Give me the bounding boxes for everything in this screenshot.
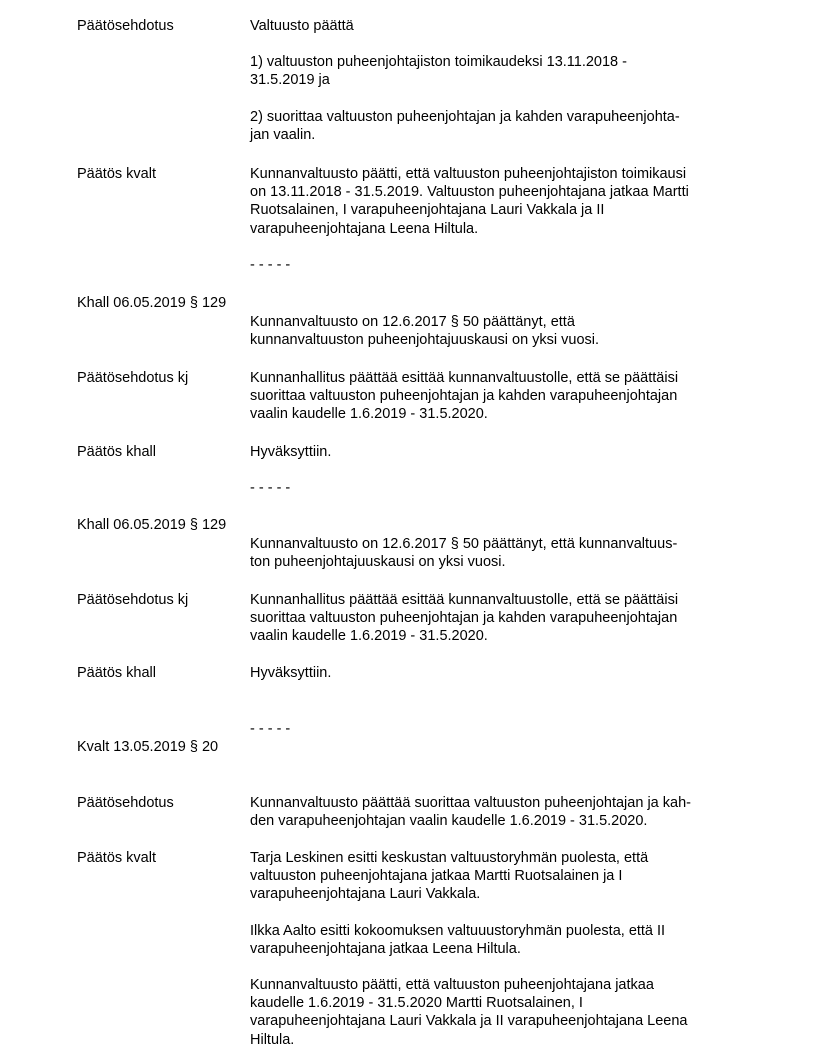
section-label: Päätösehdotus [77,795,174,811]
text-line: 31.5.2019 ja [250,72,330,89]
text-line: kunnanvaltuuston puheenjohtajuuskausi on yksi vuosi. [250,332,600,349]
text-line: 2) suorittaa valtuuston puheenjohtajan ja kahden varapuheenjohta- [250,108,680,125]
section-body [250,17,750,144]
text-line: Ilkka Aalto esitti kokoomuksen valtuuustoryhmän puolesta, että II [250,922,666,939]
section-separator: - - - - - [250,256,291,273]
section-separator: - - - - - [250,721,291,737]
text-line: Kunnanvaltuusto päättää suorittaa valtuuston puheenjohtajan ja kah- [250,795,691,811]
text-line: on 13.11.2018 - 31.5.2019. Valtuuston puheenjohtajana jatkaa Martti [250,184,689,201]
section-label: Päätös kvalt [77,166,156,182]
paragraph-gap [250,461,750,479]
section-separator: - - - - - [250,480,291,497]
text-line: den varapuheenjohtajan vaalin kaudelle 1.6.2019 - 31.5.2020. [250,813,648,830]
text-line: varapuheenjohtajana Leena Hiltula. [250,220,479,237]
text-line: vaalin kaudelle 1.6.2019 - 31.5.2020. [250,628,488,645]
text-line: Kunnanhallitus päättää esittää kunnanvaltuustolle, että se päättäisi [250,592,679,608]
text-line: Kunnanhallitus päättää esittää kunnanvaltuustolle, että se päättäisi [250,370,679,386]
paragraph-gap [250,90,750,108]
text-line: varapuheenjohtajana Lauri Vakkala. [250,886,481,903]
text-line: Ruotsalainen, I varapuheenjohtajana Lauri Vakkala ja II [250,202,605,219]
text-line: suorittaa valtuuston puheenjohtajan ja kahden varapuheenjohtajan [250,610,678,627]
text-line: Kunnanvaltuusto on 12.6.2017 § 50 päättänyt, että [250,314,575,330]
section-body [250,591,750,646]
text-line: Kunnanvaltuusto päätti, että valtuuston puheenjohtajiston toimikausi [250,166,687,182]
section-body [250,313,750,349]
paragraph-gap [250,958,750,976]
section-body [250,443,750,497]
section-label: Päätös khall [77,665,156,681]
paragraph-gap [250,904,750,922]
text-line: Hiltula. [250,1031,295,1048]
text-line: vaalin kaudelle 1.6.2019 - 31.5.2020. [250,406,488,423]
text-line: ton puheenjohtajuuskausi on yksi vuosi. [250,554,506,571]
paragraph-gap [250,238,750,256]
section-label: Päätösehdotus kj [77,370,189,386]
section-label: Khall 06.05.2019 § 129 [77,295,227,311]
text-line: Hyväksyttiin. [250,444,332,460]
text-line: Kunnanvaltuusto on 12.6.2017 § 50 päättänyt, että kunnanvaltuus- [250,536,678,552]
section-label: Päätösehdotus [77,18,174,34]
text-line: suorittaa valtuuston puheenjohtajan ja kahden varapuheenjohtajan [250,388,678,405]
text-line: Hyväksyttiin. [250,665,332,681]
section-label: Päätös kvalt [77,850,156,866]
section-body [250,165,750,274]
section-body [250,794,750,830]
text-line: jan vaalin. [250,126,316,143]
text-line: Valtuusto päättä [250,18,354,34]
section-body [250,849,750,1049]
text-line: valtuuston puheenjohtajana jatkaa Martti Ruotsalainen ja I [250,868,623,885]
section-label: Päätös khall [77,444,156,460]
text-line: varapuheenjohtajana jatkaa Leena Hiltula. [250,940,521,957]
section-body [250,720,750,738]
section-body [250,664,750,682]
text-line: Tarja Leskinen esitti keskustan valtuustoryhmän puolesta, että [250,850,649,866]
section-body [250,535,750,571]
section-body [250,369,750,424]
paragraph-gap [250,35,750,53]
section-label: Kvalt 13.05.2019 § 20 [77,739,219,755]
section-label: Khall 06.05.2019 § 129 [77,517,227,533]
section-label: Päätösehdotus kj [77,592,189,608]
text-line: kaudelle 1.6.2019 - 31.5.2020 Martti Ruotsalainen, I [250,995,583,1012]
text-line: varapuheenjohtajana Lauri Vakkala ja II varapuheenjohtajana Leena [250,1013,688,1030]
text-line: Kunnanvaltuusto päätti, että valtuuston puheenjohtajana jatkaa [250,977,654,994]
text-line: 1) valtuuston puheenjohtajiston toimikaudeksi 13.11.2018 - [250,54,627,71]
